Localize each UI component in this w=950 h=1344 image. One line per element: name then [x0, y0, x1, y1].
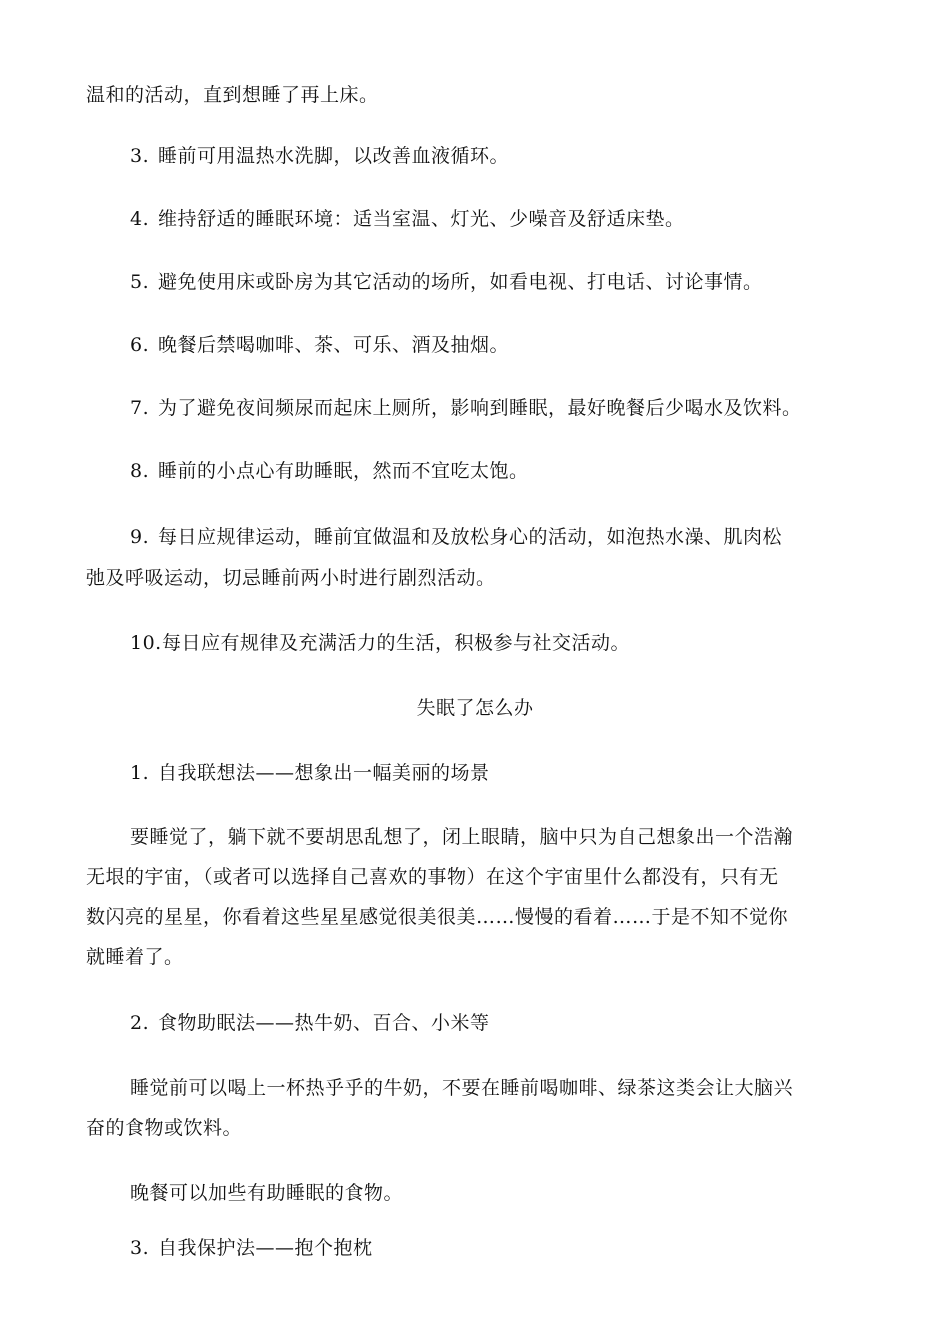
method-number: 1. — [130, 762, 150, 784]
method-1-title — [130, 758, 920, 788]
tip-3 — [130, 141, 920, 171]
tip-text: 晚餐后禁喝咖啡、茶、可乐、酒及抽烟。 — [158, 334, 510, 356]
tip-7 — [130, 393, 920, 423]
method-2-body-line: 睡觉前可以喝上一杯热乎乎的牛奶，不要在睡前喝咖啡、绿茶这类会让大脑兴 — [130, 1077, 794, 1099]
tip-text: 避免使用床或卧房为其它活动的场所，如看电视、打电话、讨论事情。 — [158, 271, 763, 293]
tip-8 — [130, 456, 920, 486]
tip-text: 每日应有规律及充满活力的生活，积极参与社交活动。 — [162, 632, 631, 654]
method-2-body-line: 奋的食物或饮料。 — [86, 1117, 243, 1139]
method-3-title — [130, 1233, 920, 1263]
tip-number: 4. — [130, 208, 150, 230]
continuation-line: 温和的活动，直到想睡了再上床。 — [86, 84, 379, 106]
tip-number: 9. — [130, 526, 150, 548]
method-title-text: 自我联想法——想象出一幅美丽的场景 — [158, 762, 490, 784]
section-title: 失眠了怎么办 — [416, 697, 534, 719]
tip-10 — [130, 628, 920, 658]
method-title-text: 食物助眠法——热牛奶、百合、小米等 — [158, 1012, 490, 1034]
tip-9-continuation: 弛及呼吸运动，切忌睡前两小时进行剧烈活动。 — [86, 567, 496, 589]
tip-text: 睡前可用温热水洗脚，以改善血液循环。 — [158, 145, 510, 167]
method-1-body-line: 要睡觉了，躺下就不要胡思乱想了，闭上眼睛，脑中只为自己想象出一个浩瀚 — [130, 826, 794, 848]
tip-text: 为了避免夜间频尿而起床上厕所，影响到睡眠，最好晚餐后少喝水及饮料。 — [158, 397, 802, 419]
method-2-title — [130, 1008, 920, 1038]
tip-6 — [130, 330, 920, 360]
tip-number: 10. — [130, 632, 162, 654]
tip-number: 3. — [130, 145, 150, 167]
tip-number: 7. — [130, 397, 150, 419]
tip-text: 睡前的小点心有助睡眠，然而不宜吃太饱。 — [158, 460, 529, 482]
tip-number: 8. — [130, 460, 150, 482]
tip-5 — [130, 267, 920, 297]
tip-text: 维持舒适的睡眠环境：适当室温、灯光、少噪音及舒适床垫。 — [158, 208, 685, 230]
method-number: 2. — [130, 1012, 150, 1034]
tip-text: 每日应规律运动，睡前宜做温和及放松身心的活动，如泡热水澡、肌肉松 — [158, 526, 783, 548]
method-1-body-line: 无垠的宇宙，（或者可以选择自己喜欢的事物）在这个宇宙里什么都没有，只有无 — [86, 866, 779, 888]
method-title-text: 自我保护法——抱个抱枕 — [158, 1237, 373, 1259]
method-2-extra: 晚餐可以加些有助睡眠的食物。 — [130, 1182, 404, 1204]
tip-number: 5. — [130, 271, 150, 293]
method-number: 3. — [130, 1237, 150, 1259]
method-1-body-line: 就睡着了。 — [86, 946, 184, 968]
tip-9 — [130, 522, 920, 552]
tip-4 — [130, 204, 920, 234]
method-1-body-line: 数闪亮的星星，你看着这些星星感觉很美很美……慢慢的看着……于是不知不觉你 — [86, 906, 789, 928]
tip-number: 6. — [130, 334, 150, 356]
